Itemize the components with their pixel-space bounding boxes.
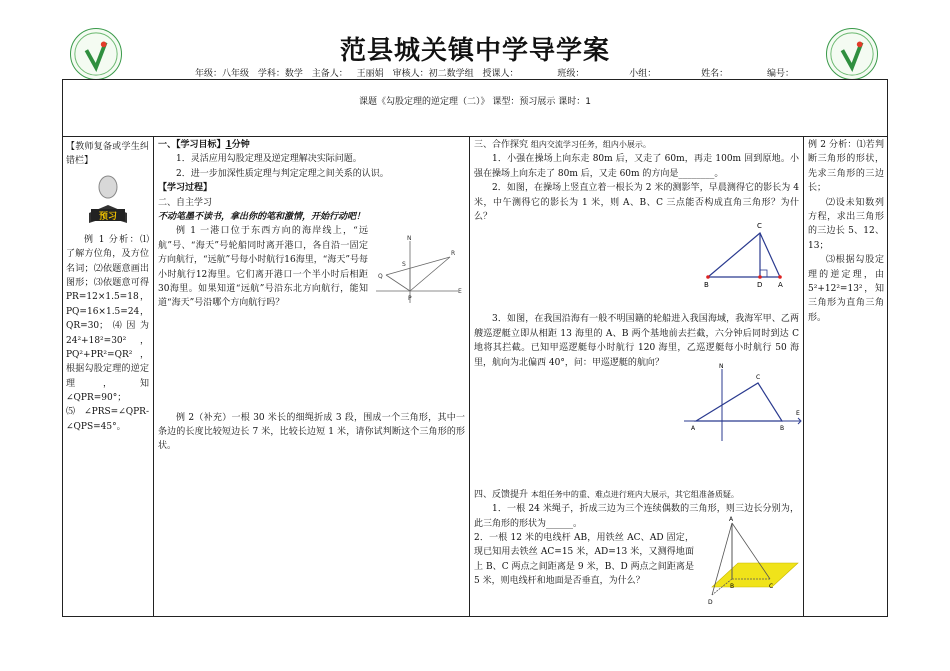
info-line — [195, 66, 800, 79]
info-reviewer: 审核人：初二数学组 — [392, 69, 474, 79]
info-class: 班级： — [557, 69, 585, 79]
label-c: C — [769, 583, 774, 590]
goal-item: 1．灵活应用勾股定理及逆定理解决实际问题。 — [176, 154, 362, 165]
feedback-note: 本组任务中的重、难点进行班内大展示，其它组准备质疑。 — [530, 489, 739, 499]
patrol-boat-figure — [680, 361, 804, 445]
example2-analysis-2: ⑵设未知数列方程，求出三角形的三边长 5、12、13； — [808, 197, 884, 251]
self-study-heading: 二、自主学习 — [158, 197, 213, 208]
label-e: E — [458, 288, 462, 295]
question-2: 2．如图，在操场上竖直立着一根长为 2 米的测影竿，早晨测得它的影长为 4 米，中午测得它的影长为 1 米，则 A、B、C 三点能否构成直角三角形？为什么？ — [474, 183, 799, 222]
label-a: A — [691, 425, 696, 432]
goals-unit: 分钟 — [231, 140, 250, 150]
example1-analysis: 例 1 分析：⑴了解方位角，及方位名词；⑵依题意画出图形；⑶依题意可得PR=12×1.5=18，PQ=16×1.5=24，QR=30；⑷因为24²+18²=30²，PQ²+PR²=QR²，根据勾股定理的逆定理，知∠QPR=90°；⑸∠PRS=∠QPR-∠QPS=45°。 — [66, 234, 149, 432]
teacher-notes-column — [62, 137, 154, 617]
label-d: D — [708, 599, 713, 606]
compass-figure — [372, 233, 464, 307]
coop-title: 三、合作探究 — [474, 140, 529, 150]
label-d: D — [757, 281, 763, 289]
label-c: C — [757, 222, 762, 230]
info-teacher: 授课人： — [482, 69, 519, 79]
label-b: B — [730, 583, 735, 590]
motto: 不动笔墨不读书，拿出你的笔和激情，开始行动吧！ — [158, 211, 366, 222]
label-b: B — [704, 281, 709, 289]
coop-note: 组内交流学习任务，组内小展示。 — [530, 140, 651, 149]
info-author-label: 主备人： — [311, 69, 348, 79]
analysis-column — [804, 137, 888, 617]
main-study-column — [154, 137, 470, 617]
cooperative-column — [470, 137, 804, 617]
shadow-triangle-figure — [698, 219, 798, 289]
label-b: B — [780, 425, 785, 432]
info-number: 编号： — [767, 69, 795, 79]
info-author: 王丽娟 — [356, 69, 384, 79]
example1-text: 例 1 一港口位于东西方向的海岸线上，“远航”号、“海天”号轮船同时离开港口，各自沿一固定方向航行，“远航”号每小时航行16海里，“海天”号每小时航行12海里。它们离开港口一个半小时后相距30海里。如果知道“远航”号沿东北方向航行，能知道“海天”号沿哪个方向航行吗？ — [158, 226, 368, 309]
example2-analysis-1: 例 2 分析：⑴若判断三角形的形状，先求三角形的三边长； — [808, 140, 884, 194]
coop-heading — [474, 138, 799, 152]
label-s: S — [402, 261, 406, 268]
goals-time: 1 — [225, 140, 232, 150]
book-icon — [85, 173, 131, 227]
feedback-heading — [474, 488, 799, 502]
label-c: C — [756, 374, 761, 381]
label-a: A — [729, 516, 734, 523]
pole-figure — [702, 515, 802, 607]
feedback-title: 四、反馈提升 — [474, 489, 529, 500]
label-n: N — [719, 363, 724, 370]
process-heading: 【学习过程】 — [158, 183, 213, 194]
feedback-1: 1．一根 24 米绳子，折成三边为三个连续偶数的三角形，则三边长分别为，此三角形的形状为______。 — [474, 504, 799, 529]
goals-title: 一、【学习目标】 — [158, 140, 226, 150]
page-title: 范县城关镇中学导学案 — [339, 36, 610, 66]
question-1: 1．小强在操场上向东走 80m 后，又走了 60m，再走 100m 回到原地。小强在操场上向东走了 80m 后，又走 60m 的方向是________。 — [474, 154, 799, 179]
label-p: P — [408, 295, 412, 302]
example2-text: 例 2（补充）一根 30 米长的细绳折成 3 段，围成一个三角形，其中一条边的长度比较短边长 7 米，比较长边短 1 米，请你试判断这个三角形的形状。 — [158, 412, 465, 452]
info-subject: 学科：数学 — [257, 69, 303, 79]
example2-analysis-3: ⑶根据勾股定理的逆定理，由 5²+12²=13²，知三角形为直角三角形。 — [808, 255, 884, 323]
info-grade: 年级：八年级 — [195, 69, 250, 79]
label-r: R — [451, 250, 456, 257]
label-a: A — [778, 281, 783, 289]
goals-heading — [158, 138, 465, 152]
feedback-2: 2．一根 12 米的电线杆 AB，用铁丝 AC、AD 固定，现已知用去铁丝 AC=15 米，AD=13 米，又测得地面上 B、C 两点之间距离是 9 米，B、D 两点之间距离是 5 米，则电线杆和地面是否垂直，为什么？ — [474, 533, 694, 587]
book-label: 预习 — [98, 211, 117, 222]
label-e: E — [796, 410, 800, 417]
subject-line: 课题《勾股定理的逆定理（二）》 课型：预习展示 课时：1 — [62, 79, 888, 137]
label-q: Q — [378, 273, 383, 280]
question-3: 3．如图，在我国沿海有一般不明国籍的轮船进入我国海域，我海军甲、乙两艘巡逻艇立即从相距 13 海里的 A、B 两个基地前去拦截，六分钟后同时到达 C 地将其拦截。已知甲巡逻艇每小时航行 120 海里，乙巡逻艇每小时航行 50 海里，航向为北偏西 40°，问：甲巡逻艇的航向？ — [474, 314, 799, 368]
notes-heading: 【教师复备或学生纠错栏】 — [66, 142, 149, 167]
info-name: 姓名： — [701, 69, 729, 79]
label-n: N — [407, 235, 412, 242]
info-group: 小组： — [629, 69, 657, 79]
goal-item: 2．进一步加深性质定理与判定定理之间关系的认识。 — [176, 168, 389, 179]
